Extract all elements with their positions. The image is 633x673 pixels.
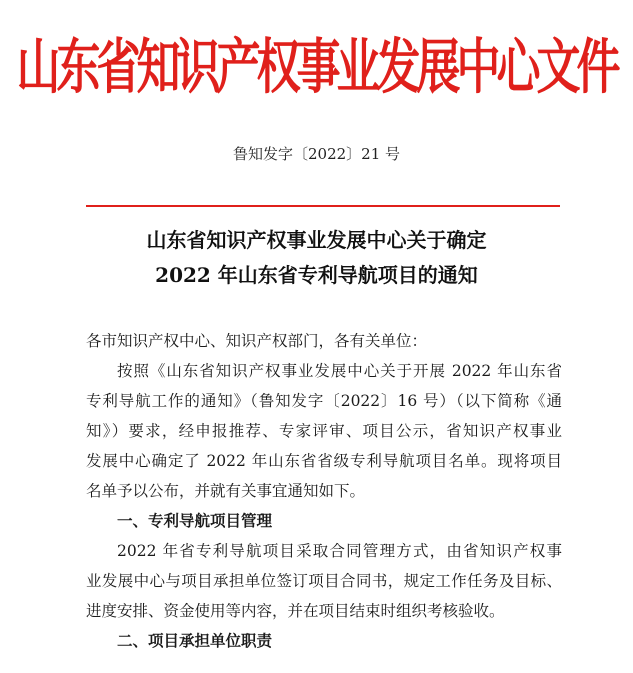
- document-masthead: 山东省知识产权事业发展中心文件: [16, 33, 617, 103]
- paragraph-2-line-2: 业发展中心与项目承担单位签订项目合同书，规定工作任务及目标、: [86, 572, 562, 590]
- salutation: 各市知识产权中心、知识产权部门，各有关单位：: [86, 332, 428, 350]
- paragraph-2-line-3: 进度安排、资金使用等内容，并在项目结束时组织考核验收。: [86, 602, 505, 620]
- notice-body: [86, 326, 562, 656]
- notice-title-line-1: 山东省知识产权事业发展中心关于确定: [146, 228, 487, 252]
- paragraph-1-line-3: 知》）要求，经申报推荐、专家评审、项目公示，省知识产权事业: [86, 422, 562, 440]
- paragraph-2-line-1: 2022 年省专利导航项目采取合同管理方式，由省知识产权事: [117, 542, 562, 560]
- red-divider-line: [86, 205, 560, 207]
- section-1-heading: 一、专利导航项目管理: [117, 511, 273, 530]
- notice-title-line-2: 2022 年山东省专利导航项目的通知: [155, 263, 478, 287]
- document-number: 鲁知发字〔2022〕21 号: [232, 145, 401, 163]
- paragraph-1-line-4: 发展中心确定了 2022 年山东省省级专利导航项目名单。现将项目: [86, 452, 562, 470]
- paragraph-1-line-2: 专利导航工作的通知》（鲁知发字〔2022〕16 号）（以下简称《通: [86, 392, 562, 410]
- paragraph-1-line-1: 按照《山东省知识产权事业发展中心关于开展 2022 年山东省: [117, 362, 562, 380]
- paragraph-1-line-5: 名单予以公布，并就有关事宜通知如下。: [86, 482, 366, 500]
- section-2-heading: 二、项目承担单位职责: [117, 631, 273, 650]
